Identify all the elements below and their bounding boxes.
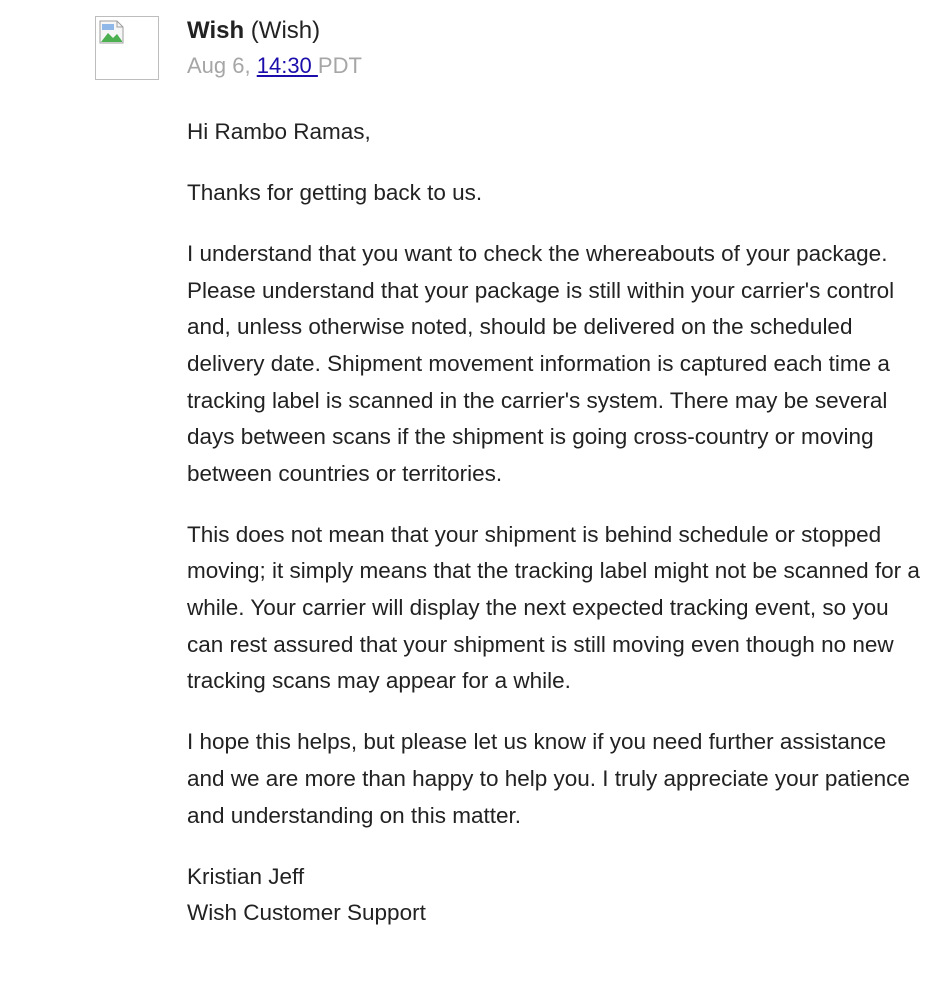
timezone-text: PDT <box>317 53 362 78</box>
signature-team: Wish Customer Support <box>187 900 426 926</box>
email-body <box>187 114 922 932</box>
broken-image-icon <box>99 20 125 44</box>
body-paragraph: Thanks for getting back to us. <box>187 180 483 206</box>
body-paragraph: I understand that you want to check the whereabouts of your package. Please understand that your package is still within your carrier's control and, unless otherwise noted, should be delivered on the scheduled delivery date. Shipment movement information is captured each time a tracking label is scanned in the carrier's system. There may be several days between scans if the shipment is going cross-country or moving between countries or territories. <box>187 241 895 486</box>
timestamp <box>187 51 362 81</box>
sender-avatar <box>95 16 159 80</box>
body-paragraph: I hope this helps, but please let us know if you need further assistance and we are more than happy to help you. I truly appreciate your patience and understanding on this matter. <box>187 729 910 828</box>
email-header <box>187 14 362 81</box>
sender-line <box>187 14 362 48</box>
date-text: Aug 6, <box>187 53 251 78</box>
greeting: Hi Rambo Ramas, <box>187 119 371 144</box>
signature-name: Kristian Jeff <box>187 863 305 889</box>
time-link[interactable]: 14:30 <box>256 53 318 78</box>
sender-name: Wish <box>187 17 245 44</box>
signature <box>187 859 922 932</box>
body-paragraph: This does not mean that your shipment is behind schedule or stopped moving; it simply means that the tracking label might not be scanned for a while. Your carrier will display the next expected tracking event, so you can rest assured that your shipment is still moving even though no new tracking scans may appear for a while. <box>187 521 920 694</box>
sender-alias: (Wish) <box>250 17 321 44</box>
